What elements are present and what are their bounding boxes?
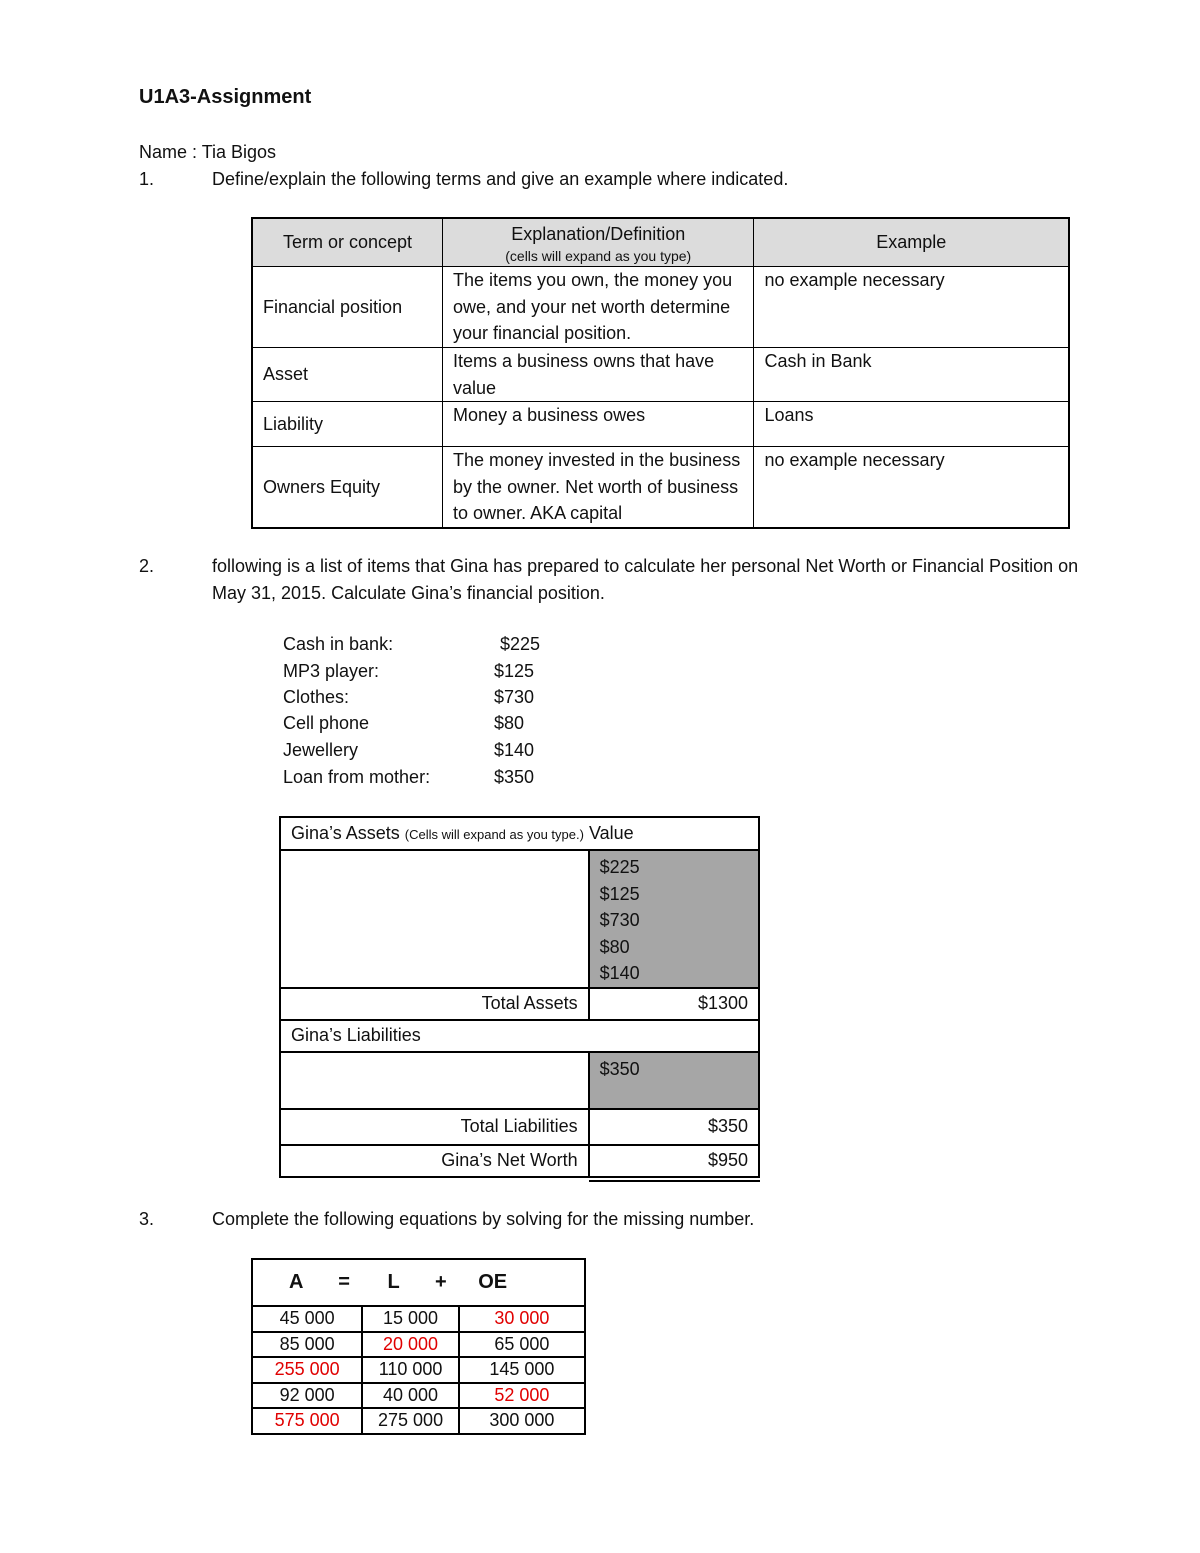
l-cell[interactable]: 15 000: [362, 1306, 458, 1332]
equation-equals: =: [338, 1271, 350, 1293]
net-worth-double-underline: [589, 1176, 760, 1178]
equation-row: [252, 1383, 585, 1409]
item-value: $350: [494, 767, 535, 787]
liability-values-cell[interactable]: [589, 1052, 759, 1109]
value-header: Value: [588, 823, 634, 843]
total-liabilities-value[interactable]: $350: [589, 1109, 759, 1145]
a-cell[interactable]: 575 000: [252, 1408, 362, 1434]
explanation-header-label: Explanation/Definition: [511, 224, 686, 245]
term-cell[interactable]: Financial position: [252, 267, 443, 348]
assets-header-row: [280, 817, 759, 850]
question-3-text: Complete the following equations by solving for the missing number.: [212, 1209, 755, 1229]
table-row: [252, 402, 1069, 447]
equation-a: A: [289, 1271, 303, 1293]
gina-financial-table: [279, 816, 760, 1178]
question-1-text: Define/explain the following terms and give an example where indicated.: [212, 169, 789, 189]
table-row: [252, 348, 1069, 402]
explanation-header-note: (cells will expand as you type): [505, 247, 692, 264]
explanation-cell[interactable]: The money invested in the business by the owner. Net worth of business to owner. AKA capital: [443, 447, 754, 528]
net-worth-value[interactable]: $950: [589, 1145, 759, 1177]
liabilities-header: Gina’s Liabilities: [280, 1020, 759, 1052]
asset-value: $730: [599, 910, 640, 930]
table-row: [252, 267, 1069, 348]
equation-table: [251, 1258, 586, 1435]
item-value: $125: [494, 661, 535, 681]
equation-header: [252, 1259, 585, 1306]
total-liabilities-label: Total Liabilities: [280, 1109, 589, 1145]
item-label: MP3 player:: [283, 661, 380, 681]
student-name: Name : Tia Bigos: [139, 142, 277, 162]
assets-header-note: (Cells will expand as you type.): [404, 827, 584, 842]
liabilities-entry-cell[interactable]: [280, 1052, 589, 1109]
l-cell[interactable]: 275 000: [362, 1408, 458, 1434]
l-cell[interactable]: 110 000: [362, 1357, 458, 1383]
equation-oe: OE: [478, 1271, 508, 1293]
l-cell[interactable]: 40 000: [362, 1383, 458, 1409]
oe-cell[interactable]: 300 000: [459, 1408, 585, 1434]
table-row: [252, 447, 1069, 528]
example-cell[interactable]: Cash in Bank: [754, 348, 1069, 402]
item-label: Loan from mother:: [283, 767, 431, 787]
item-label: Jewellery: [283, 740, 359, 760]
assets-header: Gina’s Assets: [291, 823, 400, 843]
asset-value: $140: [599, 963, 640, 983]
assignment-title: U1A3-Assignment: [139, 86, 312, 108]
explanation-cell[interactable]: Items a business owns that have value: [443, 348, 754, 402]
question-2-number: 2.: [139, 556, 155, 576]
asset-value: $225: [599, 857, 640, 877]
liabilities-entry-row: [280, 1052, 759, 1109]
equation-row: [252, 1408, 585, 1434]
equation-header-row: [252, 1259, 585, 1306]
equation-row: [252, 1306, 585, 1332]
term-column-header: Term or concept: [252, 218, 443, 267]
equation-row: [252, 1357, 585, 1383]
item-value: $140: [494, 740, 535, 760]
item-value: $730: [494, 687, 535, 707]
asset-value: $80: [599, 936, 630, 957]
asset-values-cell[interactable]: [589, 850, 759, 988]
oe-cell[interactable]: 30 000: [459, 1306, 585, 1332]
item-value: $80: [494, 713, 525, 733]
equation-plus: +: [434, 1271, 447, 1293]
net-worth-label: Gina’s Net Worth: [280, 1145, 589, 1177]
net-worth-row: [280, 1145, 759, 1177]
assets-entry-cell[interactable]: [280, 850, 589, 988]
total-assets-value[interactable]: $1300: [589, 988, 759, 1020]
example-cell[interactable]: no example necessary: [754, 267, 1069, 348]
l-cell[interactable]: 20 000: [362, 1332, 458, 1358]
explanation-cell[interactable]: Money a business owes: [443, 402, 754, 447]
item-label: Cell phone: [283, 713, 370, 733]
terms-header-row: [252, 218, 1069, 267]
liabilities-header-row: [280, 1020, 759, 1052]
item-label: Clothes:: [283, 687, 350, 707]
question-2-text: following is a list of items that Gina has prepared to calculate her personal Net Worth or Financial Position on May 31, 2015. Calculate Gina’s financial position.: [212, 556, 1079, 603]
a-cell[interactable]: 85 000: [252, 1332, 362, 1358]
equation-l: L: [387, 1271, 400, 1293]
oe-cell[interactable]: 145 000: [459, 1357, 585, 1383]
question-3-number: 3.: [139, 1209, 155, 1229]
example-cell[interactable]: no example necessary: [754, 447, 1069, 528]
example-column-header: Example: [754, 218, 1069, 267]
a-cell[interactable]: 255 000: [252, 1357, 362, 1383]
oe-cell[interactable]: 52 000: [459, 1383, 585, 1409]
example-cell[interactable]: Loans: [754, 402, 1069, 447]
item-label: Cash in bank:: [283, 634, 394, 654]
liability-value: $350: [599, 1058, 640, 1079]
total-liabilities-row: [280, 1109, 759, 1145]
term-cell[interactable]: Asset: [252, 348, 443, 402]
a-cell[interactable]: 45 000: [252, 1306, 362, 1332]
asset-value: $125: [599, 883, 640, 904]
explanation-cell[interactable]: The items you own, the money you owe, and your net worth determine your financial position.: [443, 267, 754, 348]
terms-table: [251, 217, 1070, 529]
assets-header-cell: [280, 817, 759, 850]
net-worth-double-underline-2: [589, 1180, 760, 1182]
equation-row: [252, 1332, 585, 1358]
term-cell[interactable]: Owners Equity: [252, 447, 443, 528]
total-assets-row: [280, 988, 759, 1020]
question-1-number: 1.: [139, 169, 155, 189]
explanation-column-header: [443, 218, 754, 267]
oe-cell[interactable]: 65 000: [459, 1332, 585, 1358]
total-assets-label: Total Assets: [280, 988, 589, 1020]
term-cell[interactable]: Liability: [252, 402, 443, 447]
item-value: $225: [500, 634, 541, 654]
assets-entry-row: [280, 850, 759, 988]
a-cell[interactable]: 92 000: [252, 1383, 362, 1409]
